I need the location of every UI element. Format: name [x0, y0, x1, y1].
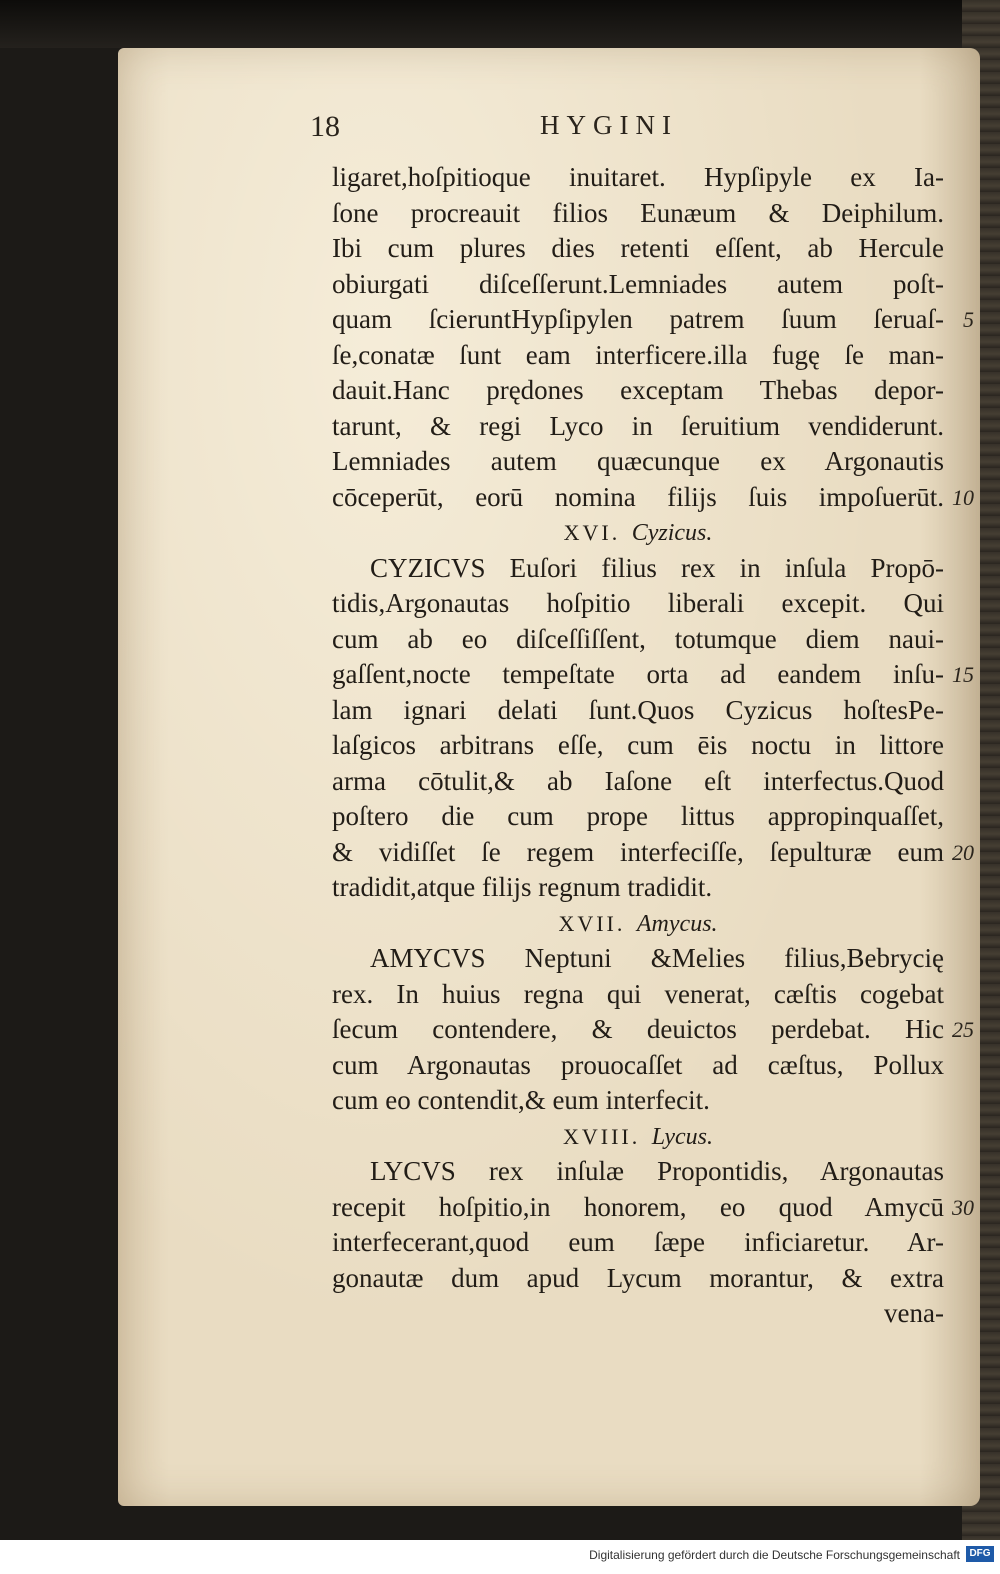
- text-line: Lemniades autem quæcunque ex Argonautis: [332, 446, 944, 476]
- text-line: cum Argonautas prouocaſſet ad cæſtus, Pollux: [332, 1049, 944, 1080]
- text-line: ſecum contendere, & deuictos perdebat. Hic 25: [332, 1012, 944, 1048]
- line-number-marker: 20: [952, 839, 974, 865]
- text-line: obiurgati diſceſſerunt.Lemniades autem poſt-: [332, 268, 944, 299]
- chapter-heading: [332, 906, 944, 942]
- text-line: rex. In huius regna qui venerat, cæſtis cogebat: [332, 978, 944, 1009]
- line-number-marker: 10: [952, 484, 974, 510]
- line-number-marker: 30: [952, 1194, 974, 1220]
- chapter-heading: [332, 1119, 944, 1155]
- text-line: tradidit,atque filijs regnum tradidit.: [332, 872, 713, 902]
- chapter-heading: [332, 515, 944, 551]
- chapter-title: Cyzicus.: [631, 520, 713, 546]
- text-line: AMYCVS Neptuni &Melies filius,Bebrycię: [370, 943, 944, 973]
- line-number-marker: 25: [952, 1017, 974, 1042]
- text-line: dauit.Hanc prędones exceptam Thebas depor-: [332, 375, 944, 405]
- text-block: [332, 160, 974, 1332]
- funding-credit: Digitalisierung gefördert durch die Deutsche Forschungsgemeinschaft: [589, 1548, 960, 1562]
- dfg-logo: DFG: [966, 1546, 994, 1562]
- text-line: tidis,Argonautas hoſpitio liberali excepit. Qui: [332, 588, 944, 618]
- chapter-numeral: XVI.: [563, 520, 621, 545]
- page-header: [310, 110, 930, 150]
- text-line: arma cōtulit,& ab Iaſone eſt interfectus.Quod: [332, 765, 944, 796]
- text-line: tarunt, & regi Lyco in ſeruitium vendiderunt.: [332, 410, 944, 441]
- text-line: ligaret,hoſpitioque inuitaret. Hypſipyle ex Ia-: [332, 162, 944, 192]
- chapter-numeral: XVIII.: [562, 1123, 641, 1149]
- chapter-title: Lycus.: [651, 1123, 714, 1150]
- running-title: HYGINI: [540, 110, 678, 140]
- text-line: ſe,conatæ ſunt eam interficere.illa fugę ſe man-: [332, 339, 944, 370]
- chapter-numeral: XVII.: [558, 910, 626, 936]
- page-number: 18: [310, 110, 340, 143]
- text-line: quam ſcieruntHypſipylen patrem ſuum ſeruaſ- 5: [332, 302, 944, 338]
- text-line: lam ignari delati ſunt.Quos Cyzicus hoſtesPe-: [332, 694, 944, 725]
- catchword: vena-: [884, 1298, 944, 1328]
- text-line: laſgicos arbitrans eſſe, cum ēis noctu in littore: [332, 730, 944, 760]
- text-line: cum eo contendit,& eum interfecit.: [332, 1085, 710, 1115]
- text-line: cum ab eo diſceſſiſſent, totumque diem naui-: [332, 623, 944, 654]
- text-line: ſone procreauit filios Eunæum & Deiphilum.: [332, 197, 944, 228]
- text-line: poſtero die cum prope littus appropinquaſſet,: [332, 801, 944, 831]
- text-line: recepit hoſpitio,in honorem, eo quod Amycū 30: [332, 1190, 944, 1226]
- text-line: gonautæ dum apud Lycum morantur, & extra: [332, 1262, 944, 1293]
- scan-background-top: [0, 0, 1000, 48]
- text-line: Ibi cum plures dies retenti eſſent, ab Hercule: [332, 233, 944, 263]
- text-line: interfecerant,quod eum ſæpe inficiaretur. Ar-: [332, 1227, 944, 1257]
- digitization-footer: [0, 1540, 1000, 1574]
- text-line: LYCVS rex inſulæ Propontidis, Argonautas: [370, 1156, 944, 1186]
- line-number-marker: 15: [952, 662, 974, 687]
- chapter-title: Amycus.: [636, 910, 718, 937]
- text-line: CYZICVS Euſori filius rex in inſula Propō-: [370, 552, 944, 583]
- line-number-marker: 5: [963, 307, 974, 332]
- text-line: cōceperūt, eorū nomina filijs ſuis impoſuerūt. 10: [332, 480, 944, 516]
- text-line: gaſſent,nocte tempeſtate orta ad eandem inſu- 15: [332, 657, 944, 693]
- text-line: & vidiſſet ſe regem interfeciſſe, ſepulturæ eum 20: [332, 835, 944, 871]
